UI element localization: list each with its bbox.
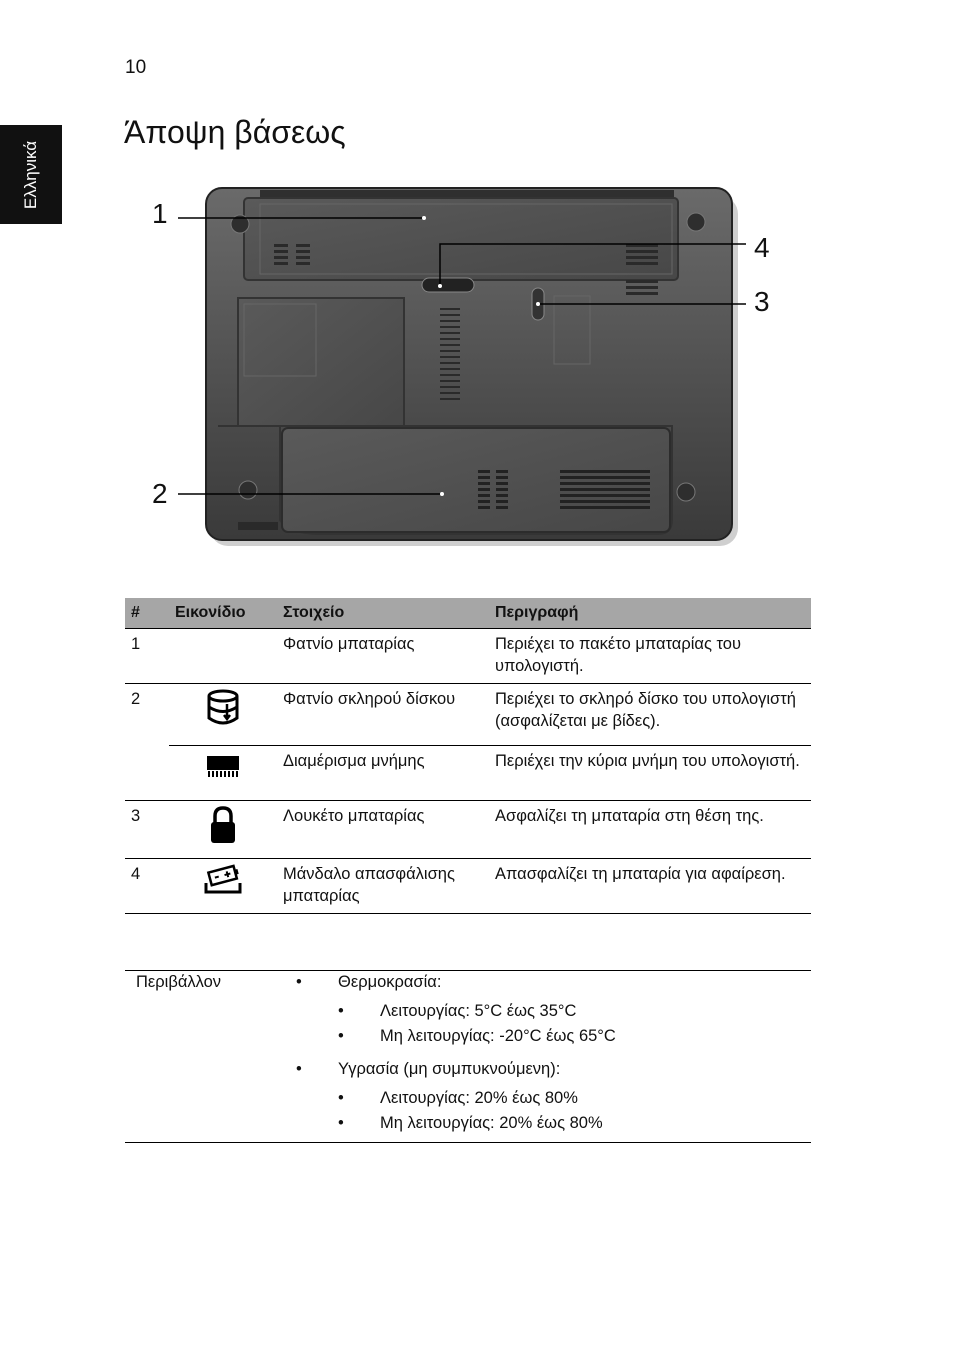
parts-table (125, 598, 811, 914)
callout-2: 2 (152, 478, 168, 509)
environment-table (125, 970, 811, 1143)
lock-icon (208, 805, 238, 845)
bullet: • (338, 1027, 344, 1045)
laptop-bottom-illustration (140, 180, 800, 560)
language-tab (0, 125, 62, 224)
row-number: 1 (125, 629, 169, 684)
table-row (125, 859, 811, 914)
row-item: Φατνίο σκληρού δίσκου (277, 684, 489, 746)
bullet: • (296, 1060, 302, 1078)
temperature-title: Θερμοκρασία: (338, 973, 442, 991)
bullet: • (338, 1089, 344, 1107)
row-item: Διαμέρισμα μνήμης (277, 746, 489, 801)
callout-1: 1 (152, 198, 168, 229)
row-icon (169, 684, 277, 746)
table-row (125, 801, 811, 859)
row-number: 4 (125, 859, 169, 914)
row-icon (169, 801, 277, 859)
bullet: • (338, 1114, 344, 1132)
bullet: • (296, 973, 302, 991)
page-number: 10 (125, 57, 147, 78)
row-number (125, 746, 169, 801)
table-row (125, 629, 811, 684)
bullet: • (338, 1002, 344, 1020)
row-description: Περιέχει το σκληρό δίσκο του υπολογιστή (ασφαλίζεται με βίδες). (489, 684, 811, 746)
row-item: Φατνίο μπαταρίας (277, 629, 489, 684)
humidity-title: Υγρασία (μη συμπυκνούμενη): (338, 1060, 561, 1078)
row-item: Λουκέτο μπαταρίας (277, 801, 489, 859)
callout-3: 3 (754, 286, 770, 317)
list-item: Μη λειτουργίας: 20% έως 80% (380, 1114, 603, 1132)
page-title: Άποψη βάσεως (124, 114, 346, 150)
list-item: Λειτουργίας: 5°C έως 35°C (380, 1002, 577, 1020)
header-icon: Εικονίδιο (169, 598, 277, 629)
row-description: Περιέχει την κύρια μνήμη του υπολογιστή. (489, 746, 811, 801)
hard-disk-icon (205, 688, 241, 728)
row-description: Απασφαλίζει τη μπαταρία για αφαίρεση. (489, 859, 811, 914)
table-row (125, 746, 811, 801)
row-icon (169, 746, 277, 801)
row-icon-empty (169, 629, 277, 684)
table-header-row (125, 598, 811, 629)
laptop-bottom-figure (140, 180, 800, 560)
row-item: Μάνδαλο απασφάλισης μπαταρίας (277, 859, 489, 914)
row-icon (169, 859, 277, 914)
memory-icon (205, 750, 241, 780)
row-number: 3 (125, 801, 169, 859)
row-description: Ασφαλίζει τη μπαταρία στη θέση της. (489, 801, 811, 859)
row-description: Περιέχει το πακέτο μπαταρίας του υπολογιστή. (489, 629, 811, 684)
header-description: Περιγραφή (489, 598, 811, 629)
header-number: # (125, 598, 169, 629)
battery-release-icon (203, 863, 243, 897)
row-number: 2 (125, 684, 169, 746)
table-row (125, 684, 811, 746)
callout-4: 4 (754, 232, 770, 263)
header-item: Στοιχείο (277, 598, 489, 629)
environment-label: Περιβάλλον (136, 973, 222, 991)
list-item: Μη λειτουργίας: -20°C έως 65°C (380, 1027, 616, 1045)
list-item: Λειτουργίας: 20% έως 80% (380, 1089, 578, 1107)
language-tab-label: Ελληνικά (21, 140, 40, 210)
